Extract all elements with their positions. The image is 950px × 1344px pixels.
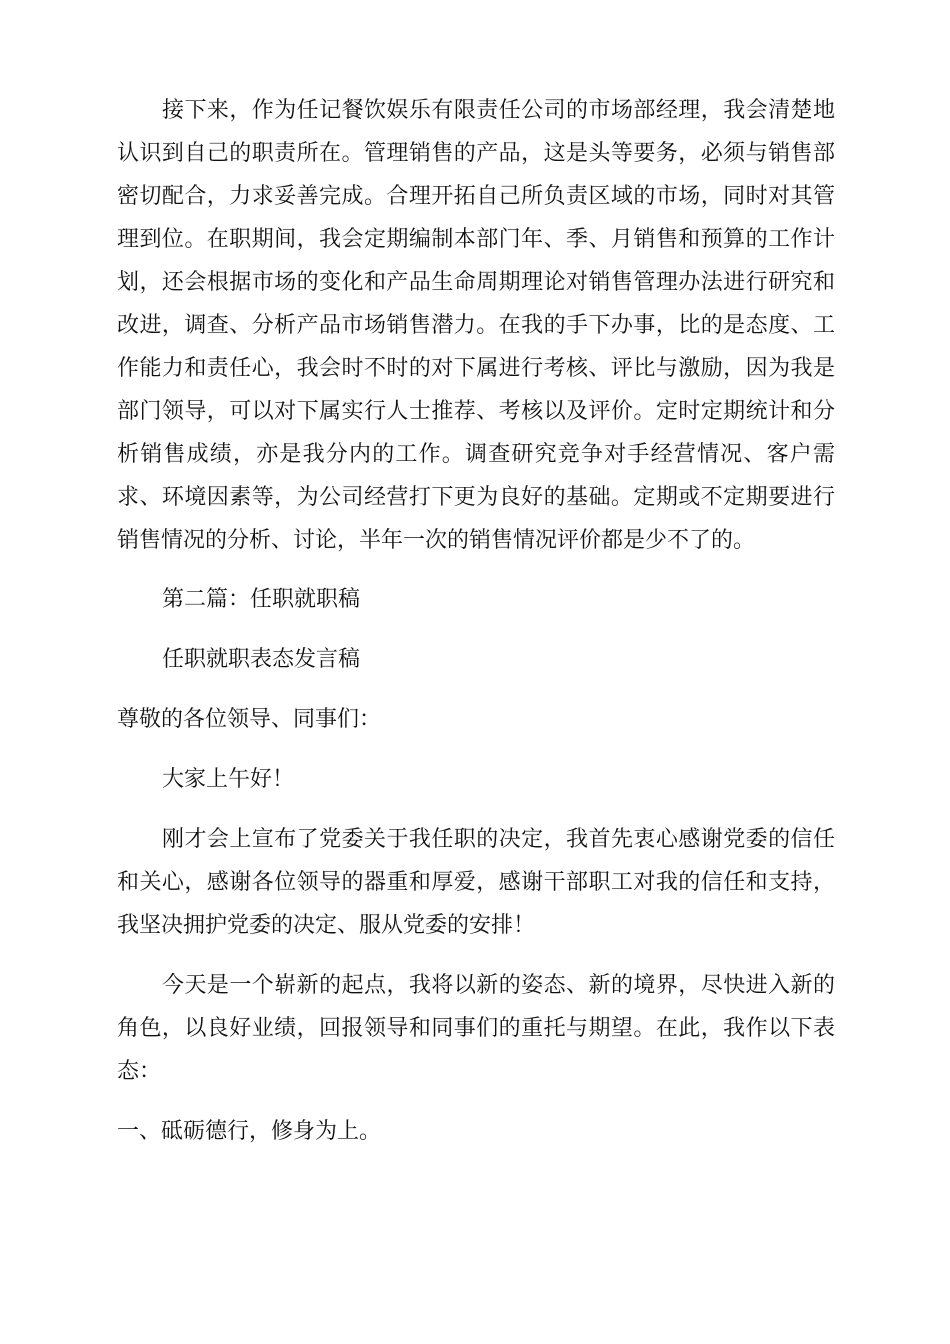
document-page: [117, 89, 835, 1153]
section-title: 第二篇：任职就职稿: [162, 587, 361, 612]
greeting: 大家上午好！: [162, 767, 295, 792]
speech-title: 任职就职表态发言稿: [162, 647, 361, 672]
paragraph-commitment: 今天是一个崭新的起点，我将以新的姿态、新的境界，尽快进入新的角色，以良好业绩，回报领导和同事们的重托与期望。在此，我作以下表态：: [117, 973, 835, 1084]
paragraph-responsibilities: 接下来，作为任记餐饮娱乐有限责任公司的市场部经理，我会清楚地认识到自己的职责所在。管理销售的产品，这是头等要务，必须与销售部密切配合，力求妥善完成。合理开拓自己所负责区域的市场，同时对其管理到位。在职期间，我会定期编制本部门年、季、月销售和预算的工作计划，还会根据市场的变化和产品生命周期理论对销售管理办法进行研究和改进，调查、分析产品市场销售潜力。在我的手下办事，比的是态度、工作能力和责任心，我会时不时的对下属进行考核、评比与激励，因为我是部门领导，可以对下属实行人士推荐、考核以及评价。定时定期统计和分析销售成绩，亦是我分内的工作。调查研究竞争对手经营情况、客户需求、环境因素等，为公司经营打下更为良好的基础。定期或不定期要进行销售情况的分析、讨论，半年一次的销售情况评价都是少不了的。: [117, 98, 835, 553]
point-one-heading: 一、砥砺德行，修身为上。: [117, 1119, 382, 1144]
paragraph-thanks: 刚才会上宣布了党委关于我任职的决定，我首先衷心感谢党委的信任和关心，感谢各位领导的器重和厚爱，感谢干部职工对我的信任和支持，我坚决拥护党委的决定、服从党委的安排！: [117, 827, 835, 938]
salutation: 尊敬的各位领导、同事们：: [117, 707, 382, 732]
